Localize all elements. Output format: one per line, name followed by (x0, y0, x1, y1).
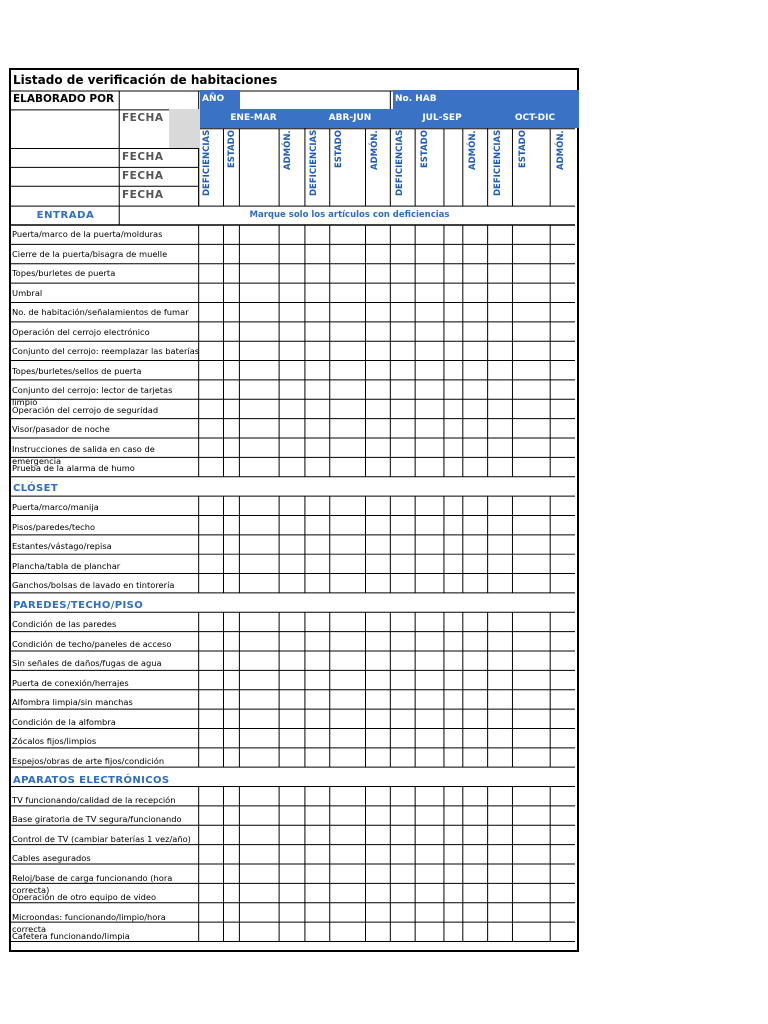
checklist-item-label: Umbral (12, 287, 43, 298)
col-label-admon-q4: ADMÓN. (556, 130, 566, 170)
section-title-aparatos-electr-nicos: APARATOS ELECTRÓNICOS (13, 775, 170, 786)
header-blue-fill (447, 90, 579, 109)
checklist-item-label: Conjunto del cerrojo: reemplazar las baterías (12, 346, 200, 356)
room-checklist-sheet (9, 68, 579, 952)
col-label-estado-q2: ESTADO (334, 130, 344, 168)
col-label-deficiencias-q4: DEFICIENCIAS (493, 130, 503, 197)
checklist-item-label: Estantes/vástago/repisa (12, 541, 112, 551)
checklist-item-label: Cierre de la puerta/bisagra de muelle (12, 248, 168, 259)
section-title-cl-set: CLÓSET (13, 482, 59, 494)
checklist-item-label: Plancha/tabla de planchar (12, 560, 121, 571)
col-label-admon-q3: ADMÓN. (468, 130, 478, 170)
quarter-oct-dic: OCT-DIC (491, 109, 579, 128)
checklist-item-label: Prueba de la alarma de humo (12, 463, 135, 473)
checklist-item-label: Alfombra limpia/sin manchas (12, 697, 133, 707)
fecha-label-3: FECHA (122, 170, 164, 182)
section-title-paredes-techo-piso: PAREDES/TECHO/PISO (13, 599, 144, 611)
col-label-admon-q1: ADMÓN. (283, 130, 293, 170)
checklist-item-label: Condición de las paredes (12, 619, 117, 629)
quarter-ene-mar: ENE-MAR (200, 109, 307, 128)
checklist-item-label: Instrucciones de salida en caso de emergencia (12, 443, 155, 466)
col-label-estado-q3: ESTADO (420, 130, 430, 168)
no-hab-label: No. HAB (393, 90, 447, 109)
checklist-item-label: Espejos/obras de arte fijos/condición (12, 755, 165, 766)
checklist-item-label: Puerta de conexión/herrajes (12, 677, 129, 688)
fecha-gray-block (169, 109, 200, 148)
page-title: Listado de verificación de habitaciones (13, 73, 278, 87)
col-label-deficiencias-q3: DEFICIENCIAS (395, 130, 405, 197)
elaborado-por-label: ELABORADO POR (13, 93, 115, 105)
col-label-estado-q1: ESTADO (227, 130, 237, 168)
col-label-deficiencias-q1: DEFICIENCIAS (202, 130, 212, 197)
fecha-label-4: FECHA (122, 189, 164, 201)
checklist-item-label: Reloj/base de carga funcionando (hora correcta) (12, 872, 173, 895)
checklist-item-label: Puerta/marco/manija (12, 502, 99, 512)
checklist-item-label: Topes/burletes de puerta (12, 268, 116, 278)
checklist-item-label: Zócalos fijos/limpios (12, 736, 97, 746)
checklist-item-label: Microondas: funcionando/limpio/hora correcta (12, 911, 166, 934)
checklist-item-label: Topes/burletes/sellos de puerta (12, 365, 142, 376)
instruction-note: Marque solo los artículos con deficiencias (249, 210, 450, 220)
checklist-item-label: Control de TV (cambiar baterías 1 vez/año) (12, 833, 191, 844)
checklist-item-label: Operación del cerrojo electrónico (12, 326, 150, 337)
checklist-item-label: Cables asegurados (12, 853, 91, 863)
checklist-item-label: Operación de otro equipo de video (12, 892, 157, 902)
checklist-item-label: Condición de la alfombra (12, 716, 116, 727)
ano-label: AÑO (200, 90, 240, 109)
checklist-item-label: Cafetera funcionando/limpia (12, 931, 130, 941)
col-label-estado-q4: ESTADO (518, 130, 528, 168)
col-label-deficiencias-q2: DEFICIENCIAS (309, 130, 319, 197)
checklist-item-label: Ganchos/bolsas de lavado en tintorería (12, 580, 175, 590)
quarter-jul-sep: JUL-SEP (393, 109, 491, 128)
fecha-label-1: FECHA (122, 112, 164, 124)
checklist-item-label: Sin señales de daños/fugas de agua (12, 658, 162, 668)
checklist-item-label: No. de habitación/señalamientos de fumar (12, 307, 189, 317)
checklist-item-label: Conjunto del cerrojo: lector de tarjetas limpio (12, 385, 173, 407)
col-label-admon-q2: ADMÓN. (370, 130, 380, 170)
checklist-item-label: Pisos/paredes/techo (12, 521, 96, 532)
checklist-item-label: Condición de techo/paneles de acceso (12, 638, 172, 649)
checklist-item-label: Operación del cerrojo de seguridad (12, 404, 159, 415)
entrada-section-title: ENTRADA (36, 210, 95, 221)
checklist-item-label: Base giratoria de TV segura/funcionando (12, 814, 182, 824)
checklist-item-label: Visor/pasador de noche (12, 424, 110, 434)
fecha-label-2: FECHA (122, 151, 164, 163)
checklist-item-label: TV funcionando/calidad de la recepción (12, 794, 176, 805)
checklist-item-label: Puerta/marco de la puerta/molduras (12, 229, 163, 239)
quarter-abr-jun: ABR-JUN (307, 109, 393, 128)
